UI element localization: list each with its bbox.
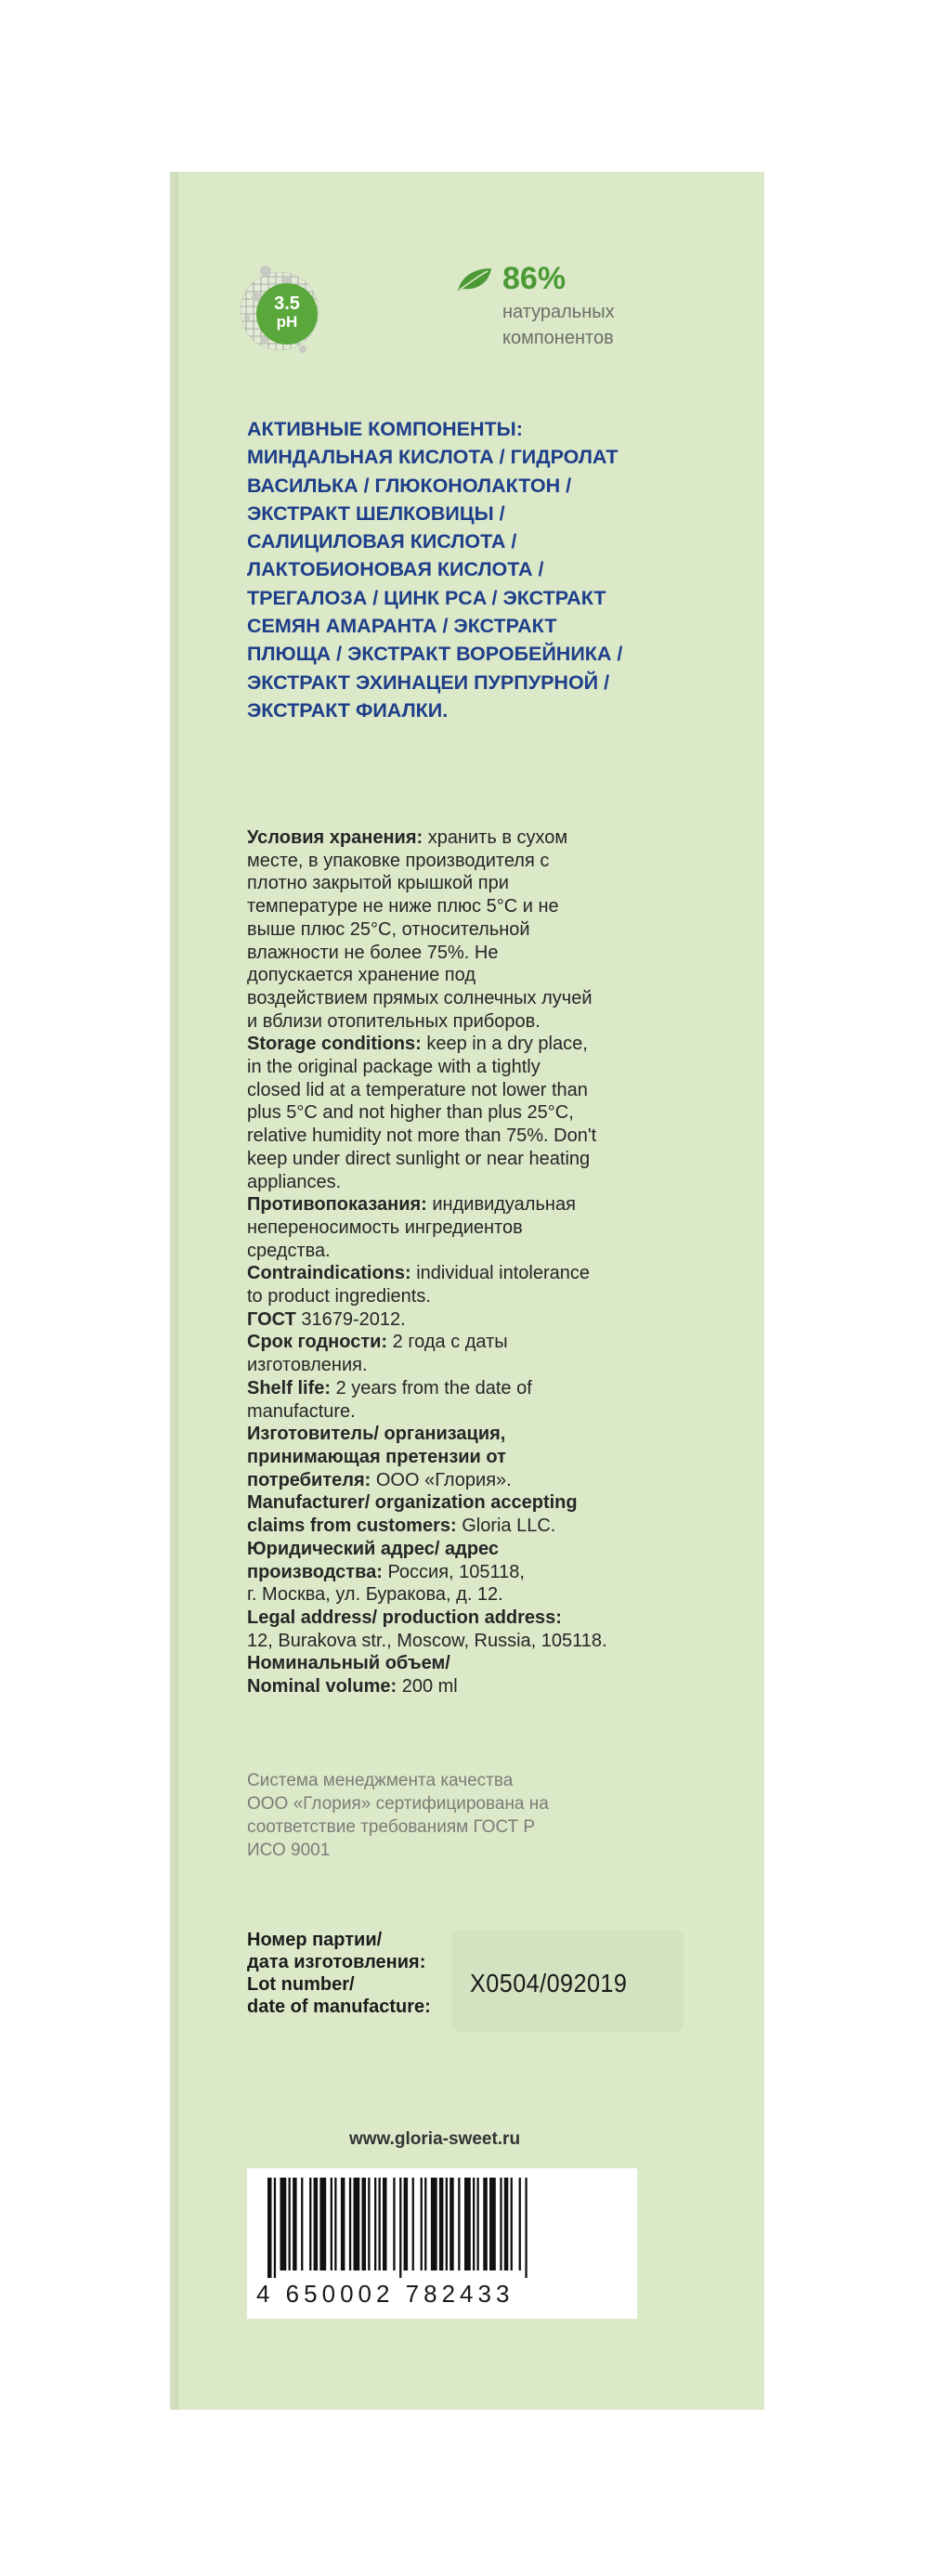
barcode-bar (446, 2178, 448, 2270)
barcode-bar (500, 2178, 502, 2270)
info-line (247, 1148, 684, 1171)
info-line (247, 1125, 684, 1148)
certification-line: соответствие требованиям ГОСТ Р (247, 1817, 536, 1837)
info-line-text: keep under direct sunlight or near heating (247, 1148, 591, 1169)
info-line-text: to product ingredients. (247, 1286, 431, 1308)
barcode-bar (349, 2178, 351, 2270)
info-line (247, 1675, 684, 1698)
barcode-bar (412, 2178, 414, 2270)
lot-label-line: date of manufacture: (247, 1997, 431, 2017)
info-line-text: плотно закрытой крышкой при (247, 873, 509, 894)
info-line-text: Россия, 105118, (382, 1561, 525, 1582)
info-line-label: Номинальный объем/ (247, 1653, 450, 1674)
ingredient-line: АКТИВНЫЕ КОМПОНЕНТЫ: (247, 418, 523, 440)
barcode-bar (439, 2178, 444, 2270)
barcode-bar (383, 2178, 387, 2270)
barcode-bar (379, 2178, 381, 2270)
ph-badge (256, 283, 318, 345)
barcode-bar (319, 2178, 326, 2270)
barcode-bar (354, 2178, 360, 2270)
barcode-bar (368, 2178, 370, 2270)
barcode-bar (449, 2178, 454, 2270)
barcode-bar (477, 2178, 479, 2270)
info-line-text: plus 5°C and not higher than plus 25°C, (247, 1102, 574, 1124)
info-line (247, 1583, 684, 1607)
lot-label-line: Номер партии/ (247, 1930, 383, 1950)
info-line-label: Условия хранения: (247, 827, 423, 848)
info-line-text: г. Москва, ул. Буракова, д. 12. (247, 1584, 503, 1606)
info-line (247, 1033, 684, 1056)
ingredient-line: ТРЕГАЛОЗА / ЦИНК PCA / ЭКСТРАКТ (247, 586, 606, 609)
barcode-bar (331, 2178, 332, 2270)
certification-line: ИСО 9001 (247, 1841, 331, 1860)
barcode-bar (504, 2178, 509, 2270)
info-line-text: выше плюс 25°С, относительной (247, 918, 530, 940)
info-line-text: closed lid at a temperature not lower than (247, 1079, 588, 1100)
info-line (247, 1079, 684, 1102)
info-line-label: принимающая претензии от (247, 1446, 506, 1467)
info-line (247, 826, 684, 850)
ingredient-line: САЛИЦИЛОВАЯ КИСЛОТА / (247, 530, 517, 553)
barcode-bar (393, 2178, 395, 2270)
info-line (247, 1561, 684, 1584)
info-line (247, 1652, 684, 1675)
info-line-label: Storage conditions: (247, 1034, 422, 1055)
barcode-bar (483, 2178, 488, 2270)
info-line-label: Shelf life: (247, 1377, 332, 1399)
info-line-text: 200 ml (397, 1676, 458, 1698)
barcode-bar (399, 2178, 401, 2278)
info-line-label: Срок годности: (247, 1332, 388, 1353)
barcode-bars (266, 2178, 619, 2278)
barcode-bar (362, 2178, 367, 2270)
ingredient-line: СЕМЯН АМАРАНТА / ЭКСТРАКТ (247, 615, 557, 638)
info-line-text: температуре не ниже плюс 5°С и не (247, 896, 559, 917)
barcode-bar (309, 2178, 311, 2270)
info-line-text: влажности не более 75%. Не (247, 942, 499, 963)
lot-labels (247, 1929, 470, 2018)
ingredient-line: ПЛЮЩА / ЭКСТРАКТ ВОРОБЕЙНИКА / (247, 643, 623, 666)
info-line (247, 1377, 684, 1400)
certification-text (247, 1769, 684, 1862)
info-line (247, 1010, 684, 1034)
ingredient-line: ЭКСТРАКТ ШЕЛКОВИЦЫ / (247, 501, 505, 525)
info-line-label: Nominal volume: (247, 1676, 397, 1698)
info-line-label: потребителя: (247, 1469, 371, 1490)
ingredient-line: ЛАКТОБИОНОВАЯ КИСЛОТА / (247, 558, 544, 581)
leaf-icon (456, 267, 493, 293)
certification-line: Система менеджмента качества (247, 1771, 514, 1790)
info-line-label: производства: (247, 1561, 383, 1582)
info-line (247, 1515, 684, 1538)
lot-number-value: X0504/092019 (470, 1969, 628, 1997)
barcode-bar (404, 2178, 409, 2270)
info-line (247, 895, 684, 918)
info-line-text: средства. (247, 1240, 331, 1261)
barcode-bar (293, 2178, 297, 2270)
info-line (247, 1056, 684, 1079)
barcode-bar (525, 2178, 527, 2278)
info-line (247, 1216, 684, 1240)
info-line-text: допускается хранение под (247, 965, 476, 986)
info-line (247, 1171, 684, 1194)
info-line (247, 1285, 684, 1308)
barcode-bar (374, 2178, 376, 2270)
barcode-bar (464, 2178, 471, 2270)
info-line (247, 1400, 684, 1424)
info-line (247, 987, 684, 1010)
info-line (247, 1607, 684, 1630)
info-line-label: ГОСТ (247, 1308, 296, 1330)
info-line (247, 1193, 684, 1216)
info-line-text: 2 года с даты (387, 1332, 508, 1353)
info-line (247, 1423, 684, 1446)
ingredient-line: ЭКСТРАКТ ФИАЛКИ. (247, 698, 449, 722)
barcode-bar (421, 2178, 423, 2270)
box-fold-edge (173, 172, 178, 2410)
info-line (247, 942, 684, 965)
info-line-text: ООО «Глория». (371, 1469, 512, 1490)
ingredient-line: МИНДАЛЬНАЯ КИСЛОТА / ГИДРОЛАТ (247, 446, 619, 469)
info-line-text: хранить в сухом (423, 827, 568, 848)
info-line-label: Legal address/ production address: (247, 1607, 562, 1628)
info-line (247, 964, 684, 987)
barcode-bar (473, 2178, 475, 2270)
ph-value: 3.5 (274, 293, 300, 314)
info-line (247, 1446, 684, 1469)
barcode-bar (458, 2178, 460, 2270)
info-line-text: месте, в упаковке производителя с (247, 850, 550, 871)
info-line-text: manufacture. (247, 1400, 356, 1422)
lot-label-line: дата изготовления: (247, 1952, 426, 1972)
info-line-text: individual intolerance (410, 1263, 591, 1284)
barcode-bar (511, 2178, 513, 2270)
lot-label-line: Lot number/ (247, 1974, 355, 1995)
ph-unit: pH (276, 313, 298, 331)
info-line (247, 872, 684, 895)
info-line-label: Изготовитель/ организация, (247, 1424, 506, 1445)
barcode-bar (341, 2178, 345, 2270)
info-line-text: in the original package with a tightly (247, 1057, 541, 1078)
natural-label-line2: компонентов (502, 328, 614, 348)
info-line-text: keep in a dry place, (421, 1034, 588, 1055)
info-line-label: claims from customers: (247, 1516, 457, 1537)
info-line (247, 1262, 684, 1285)
barcode-bar (280, 2178, 287, 2270)
info-line (247, 918, 684, 942)
info-line (247, 1308, 684, 1332)
barcode-bar (334, 2178, 336, 2270)
info-line (247, 1491, 684, 1515)
info-line-text: индивидуальная (426, 1194, 576, 1216)
info-line-text: и вблизи отопительных приборов. (247, 1010, 541, 1032)
info-line-label: Contraindications: (247, 1263, 411, 1284)
info-line (247, 1101, 684, 1125)
product-box-side (170, 172, 764, 2410)
info-line (247, 1354, 684, 1377)
info-line (247, 1538, 684, 1561)
ingredient-line: ВАСИЛЬКА / ГЛЮКОНОЛАКТОН / (247, 474, 572, 497)
info-line (247, 850, 684, 873)
info-line-label: Противопоказания: (247, 1194, 427, 1216)
product-info-text (247, 826, 684, 1698)
info-line-text: изготовления. (247, 1355, 368, 1376)
barcode-number: 4 650002 782433 (256, 2280, 515, 2308)
info-line-text: relative humidity not more than 75%. Don't (247, 1125, 597, 1147)
barcode (247, 2168, 637, 2319)
barcode-bar (314, 2178, 319, 2270)
info-line-text: appliances. (247, 1171, 342, 1192)
info-line-text: Gloria LLC. (456, 1516, 556, 1537)
info-line-text: 2 years from the date of (331, 1377, 532, 1399)
info-line-text: 12, Burakova str., Moscow, Russia, 105118. (247, 1630, 607, 1651)
barcode-bar (431, 2178, 437, 2270)
info-line-text: воздействием прямых солнечных лучей (247, 987, 593, 1008)
info-line-label: Юридический адрес/ адрес (247, 1538, 500, 1559)
barcode-bar (489, 2178, 496, 2270)
info-line (247, 1240, 684, 1263)
info-line-label: Manufacturer/ organization accepting (247, 1492, 578, 1514)
website: www.gloria-sweet.ru (349, 2129, 521, 2149)
barcode-bar (519, 2178, 521, 2270)
barcode-bar (267, 2178, 272, 2278)
barcode-bar (424, 2178, 426, 2270)
active-ingredients (247, 415, 711, 724)
natural-percent: 86% (502, 261, 567, 296)
certification-line: ООО «Глория» сертифицирована на (247, 1794, 549, 1814)
info-line-text: непереносимость ингредиентов (247, 1216, 523, 1238)
info-line (247, 1469, 684, 1492)
barcode-bar (301, 2178, 303, 2270)
info-line (247, 1630, 684, 1653)
info-line-text: 31679-2012. (295, 1308, 406, 1330)
barcode-bar (274, 2178, 276, 2278)
barcode-bar (289, 2178, 291, 2270)
natural-label-line1: натуральных (502, 302, 615, 322)
ingredient-line: ЭКСТРАКТ ЭХИНАЦЕИ ПУРПУРНОЙ / (247, 670, 610, 694)
info-line (247, 1331, 684, 1354)
